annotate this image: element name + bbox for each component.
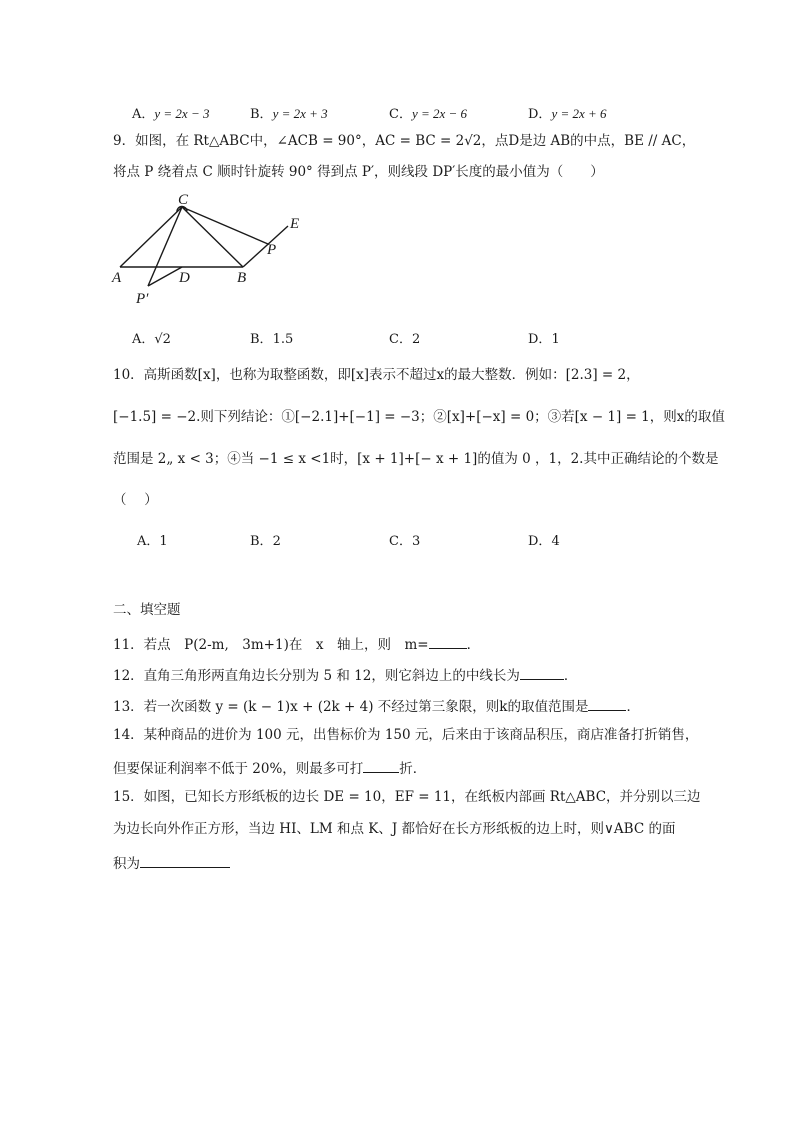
q10-line4: （ ） [113, 492, 158, 508]
q9-option-a: A．√2 [132, 332, 171, 347]
q15-line3: 积为 [113, 855, 230, 872]
q10-option-d: D．4 [528, 534, 560, 549]
q15-answer-blank[interactable] [140, 855, 230, 868]
label-a: A [112, 270, 122, 286]
q11: 11．若点 P(2-m, 3m+1)在 x 轴上，则 m= ． [113, 637, 481, 653]
q8-option-a: A．y = 2x − 3 [132, 106, 210, 122]
segment-cp [182, 207, 268, 244]
q13: 13．若一次函数 y = (k − 1)x + (2k + 4) 不经过第三象限，则k的取值范围是 ． [113, 699, 640, 715]
label-c: C [178, 192, 189, 208]
q9-line2: 将点 P 绕着点 C 顺时针旋转 90° 得到点 P′，则线段 DP′长度的最小值为（ ） [113, 164, 604, 180]
q15-line2: 为边长向外作正方形，当边 HI、LM 和点 K、J 都恰好在长方形纸板的边上时，则∨ABC 的面 [113, 821, 676, 837]
segment-cp-prime [148, 207, 182, 286]
q9-line1: 9．如图，在 Rt△ABC中，∠ACB = 90°，AC = BC = 2√2，点D是边 AB的中点，BE // AC， [113, 133, 696, 149]
q10-option-b: B．2 [250, 534, 281, 549]
section-title-fill-in: 二、填空题 [113, 602, 181, 618]
segment-p-prime-d [148, 267, 182, 286]
q8-option-c: C．y = 2x − 6 [389, 106, 468, 122]
segment-be [243, 226, 288, 267]
q8-option-b: B．y = 2x + 3 [250, 106, 328, 122]
q10-line2: [−1.5] = −2.则下列结论：①[−2.1]+[−1] = −3；②[x]+[−x] = 0；③若[x − 1] = 1，则x的取值 [113, 409, 725, 425]
q13-answer-blank[interactable] [588, 698, 626, 711]
q9-option-d: D．1 [528, 332, 560, 347]
q9-option-b: B．1.5 [250, 332, 294, 347]
label-p-prime: P′ [136, 291, 149, 307]
q10-line3: 范围是 2„ x < 3；④当 −1 ≤ x <1时，[x + 1]+[− x + 1]的值为 0 ，1，2.其中正确结论的个数是 [113, 451, 719, 467]
label-e: E [290, 216, 300, 232]
q10-option-a: A．1 [137, 534, 168, 549]
q12-answer-blank[interactable] [520, 667, 564, 680]
label-p: P [267, 242, 277, 258]
q10-option-c: C．3 [389, 534, 421, 549]
q15-line1: 15．如图，已知长方形纸板的边长 DE = 10，EF = 11，在纸板内部画 Rt△ABC，并分别以三边 [113, 789, 701, 805]
q8-option-d: D．y = 2x + 6 [528, 106, 607, 122]
label-d: D [179, 270, 190, 286]
q14-line2: 但要保证利润率不低于 20%，则最多可打 折． [113, 761, 427, 777]
q12: 12．直角三角形两直角边长分别为 5 和 12，则它斜边上的中线长为 ． [113, 668, 578, 684]
q10-line1: 10．高斯函数[x]，也称为取整函数，即[x]表示不超过x的最大整数．例如：[2.3] = 2， [113, 367, 640, 383]
segment-cb [182, 207, 243, 267]
segment-ac [120, 207, 182, 267]
q9-figure [108, 190, 318, 310]
label-b: B [237, 270, 247, 286]
q14-line1: 14．某种商品的进价为 100 元，出售标价为 150 元，后来由于该商品积压，商店准备打折销售， [113, 727, 699, 743]
q11-answer-blank[interactable] [429, 636, 467, 649]
q14-answer-blank[interactable] [363, 760, 399, 773]
q9-option-c: C．2 [389, 332, 421, 347]
